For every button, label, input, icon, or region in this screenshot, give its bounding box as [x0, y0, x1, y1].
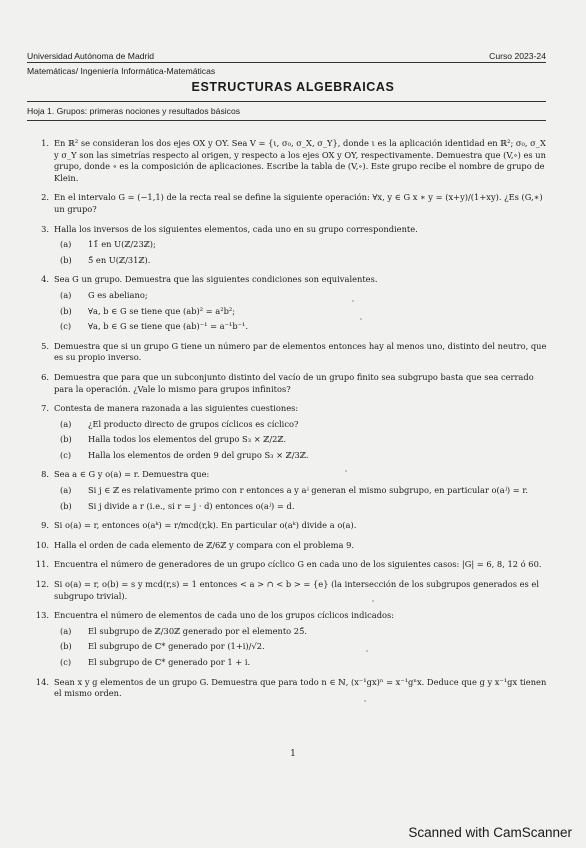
exercise-subitem [54, 501, 549, 513]
subitem-text: G es abeliano; [88, 289, 148, 300]
exercise-text: Sea G un grupo. Demuestra que las siguientes condiciones son equivalentes. [54, 274, 378, 285]
subitem-text: El subgrupo de ℂ* generado por (1+i)/√2. [88, 641, 265, 652]
subitem-label: (b) [60, 641, 72, 652]
subitem-text: Halla todos los elementos del grupo S₃ × ℤ/2ℤ. [88, 434, 287, 445]
exercise [27, 579, 549, 602]
header-rule-bottom [27, 120, 546, 121]
subitem-text: Si j ∈ ℤ es relativamente primo con r entonces a y aʲ generan el mismo subgrupo, en particular o(aʲ) = r. [88, 485, 529, 496]
exercise-list [27, 138, 549, 708]
exercise-text: Si o(a) = r, o(b) = s y mcd(r,s) = 1 entonces < a > ∩ < b > = {e} (la intersección de los subgrupos generados es el subgrupo trivial). [54, 579, 539, 601]
page-title: ESTRUCTURAS ALGEBRAICAS [191, 80, 395, 94]
subitem-label: (c) [60, 321, 72, 332]
exercise-text: Sea a ∈ G y o(a) = r. Demuestra que: [54, 469, 210, 480]
exercise-text: Sean x y g elementos de un grupo G. Demuestra que para todo n ∈ ℕ, (x⁻¹gx)ⁿ = x⁻¹gⁿx. Deduce que g y x⁻¹gx tienen el mismo orden. [54, 676, 547, 699]
exercise-subitem [54, 255, 549, 267]
exercise-text: Contesta de manera razonada a las siguientes cuestiones: [54, 403, 299, 414]
exercise-number: 3. [41, 223, 49, 234]
exercise [27, 520, 549, 532]
exercise-text: Demuestra que si un grupo G tiene un número par de elementos entonces hay al menos uno, distinto del neutro, que es su propio inverso. [54, 340, 547, 363]
exercise-number: 2. [41, 192, 49, 203]
subitem-text: El subgrupo de ℂ* generado por 1 + i. [88, 657, 251, 667]
exercise-number: 10. [35, 539, 49, 550]
exercise-subitem [54, 419, 549, 431]
subitem-label: (b) [60, 254, 72, 265]
exercise-subitem [54, 657, 549, 669]
subitem-label: (a) [60, 289, 72, 300]
exercise [27, 559, 549, 571]
exercise-text: Halla los inversos de los siguientes elementos, cada uno en su grupo correspondiente. [54, 223, 418, 234]
exercise-number: 7. [41, 403, 49, 414]
subitem-text: 11̄ en U(ℤ/23ℤ); [88, 239, 156, 250]
exercise-number: 5. [41, 340, 49, 351]
subitem-label: (c) [60, 449, 72, 460]
exercise [27, 372, 549, 395]
exercise [27, 274, 549, 332]
subitem-text: ¿El producto directo de grupos cíclicos es cíclico? [88, 418, 299, 429]
exercise-number: 14. [35, 676, 49, 687]
exercise-text: Encuentra el número de elementos de cada uno de los grupos cíclicos indicados: [54, 610, 395, 621]
exercise [27, 540, 549, 552]
header-rule-top [27, 62, 546, 63]
exercise-subitem [54, 626, 549, 638]
exercise-text: En ℝ² se consideran los dos ejes OX y OY. Sea V = {ι, σ₀, σ_X, σ_Y}, donde ι es la aplicación identidad en ℝ²; σ₀, σ_X y σ_Y son las simetrías respecto al origen, y respecto a los ejes OX y OY, respectivamente. Demuestra que (V,∘) es un grupo, donde ∘ es la composición de aplicaciones. Escribe la tabla de (V,∘). Este grupo recibe el nombre de grupo de Klein. [54, 138, 546, 183]
exercise-number: 9. [41, 520, 49, 531]
subitem-text: Si j divide a r (i.e., si r = j · d) entonces o(aʲ) = d. [88, 500, 295, 511]
exercise-number: 6. [41, 371, 49, 382]
subitem-label: (a) [60, 239, 72, 250]
subitem-label: (b) [60, 434, 72, 445]
exercise-text: Halla el orden de cada elemento de ℤ/6ℤ y compara con el problema 9. [54, 539, 355, 550]
subitem-label: (b) [60, 500, 72, 511]
exercise-text: En el intervalo G = (−1,1) de la recta real se define la siguiente operación: ∀x, y ∈ G x ∗ y = (x+y)/(1+xy). ¿Es (G,∗) un grupo? [54, 192, 543, 214]
exercise-subitem [54, 321, 549, 333]
sheet-subtitle: Hoja 1. Grupos: primeras nociones y resultados básicos [27, 106, 241, 116]
exercise-text: Si o(a) = r, entonces o(aᵏ) = r/mcd(r,k). En particular o(aᵏ) divide a o(a). [54, 520, 357, 531]
exercise [27, 403, 549, 461]
exercise-number: 1. [41, 138, 49, 148]
degree-name: Matemáticas/ Ingeniería Informática-Matemáticas [27, 66, 216, 76]
exercise [27, 138, 549, 184]
exercise-text: Encuentra el número de generadores de un grupo cíclico G en cada uno de los siguientes casos: |G| = 6, 8, 12 ó 60. [54, 559, 542, 570]
subitem-text: ∀a, b ∈ G se tiene que (ab)² = a²b²; [88, 305, 236, 316]
subitem-label: (a) [60, 625, 72, 636]
exercise-subitem [54, 306, 549, 318]
subitem-label: (b) [60, 305, 72, 316]
exercise [27, 224, 549, 267]
page-number: 1 [290, 749, 296, 759]
scanner-watermark: Scanned with CamScanner [408, 825, 572, 840]
exercise-number: 8. [41, 469, 49, 480]
exercise-subitem [54, 641, 549, 653]
subitem-text: ∀a, b ∈ G se tiene que (ab)⁻¹ = a⁻¹b⁻¹. [88, 321, 248, 332]
exercise-number: 13. [35, 610, 49, 621]
course-year: Curso 2023-24 [489, 51, 546, 61]
exercise [27, 341, 549, 364]
subitem-label: (a) [60, 418, 72, 429]
subitem-text: El subgrupo de ℤ/30ℤ generado por el elemento 25̄. [88, 625, 307, 636]
exercise-number: 4. [41, 274, 49, 285]
exercise-number: 12. [35, 579, 49, 590]
university-name: Universidad Autónoma de Madrid [27, 51, 155, 61]
subitem-label: (c) [60, 657, 72, 667]
exercise-subitem [54, 434, 549, 446]
exercise-subitem [54, 485, 549, 497]
exercise-subitem [54, 239, 549, 251]
exercise-text: Demuestra que para que un subconjunto distinto del vacío de un grupo finito sea subgrupo basta que sea cerrado para la operación. ¿Vale lo mismo para grupos infinitos? [54, 371, 534, 394]
subitem-text: Halla los elementos de orden 9 del grupo S₃ × ℤ/3ℤ. [88, 449, 309, 460]
exercise-subitem [54, 290, 549, 302]
subitem-label: (a) [60, 485, 72, 496]
exercise [27, 677, 549, 700]
exercise [27, 192, 549, 215]
subitem-text: 5̄ en U(ℤ/31ℤ). [88, 254, 151, 265]
exercise-subitem [54, 450, 549, 462]
exercise [27, 610, 549, 668]
exercise [27, 469, 549, 512]
exercise-number: 11. [35, 559, 49, 570]
header-rule-middle [27, 101, 546, 102]
